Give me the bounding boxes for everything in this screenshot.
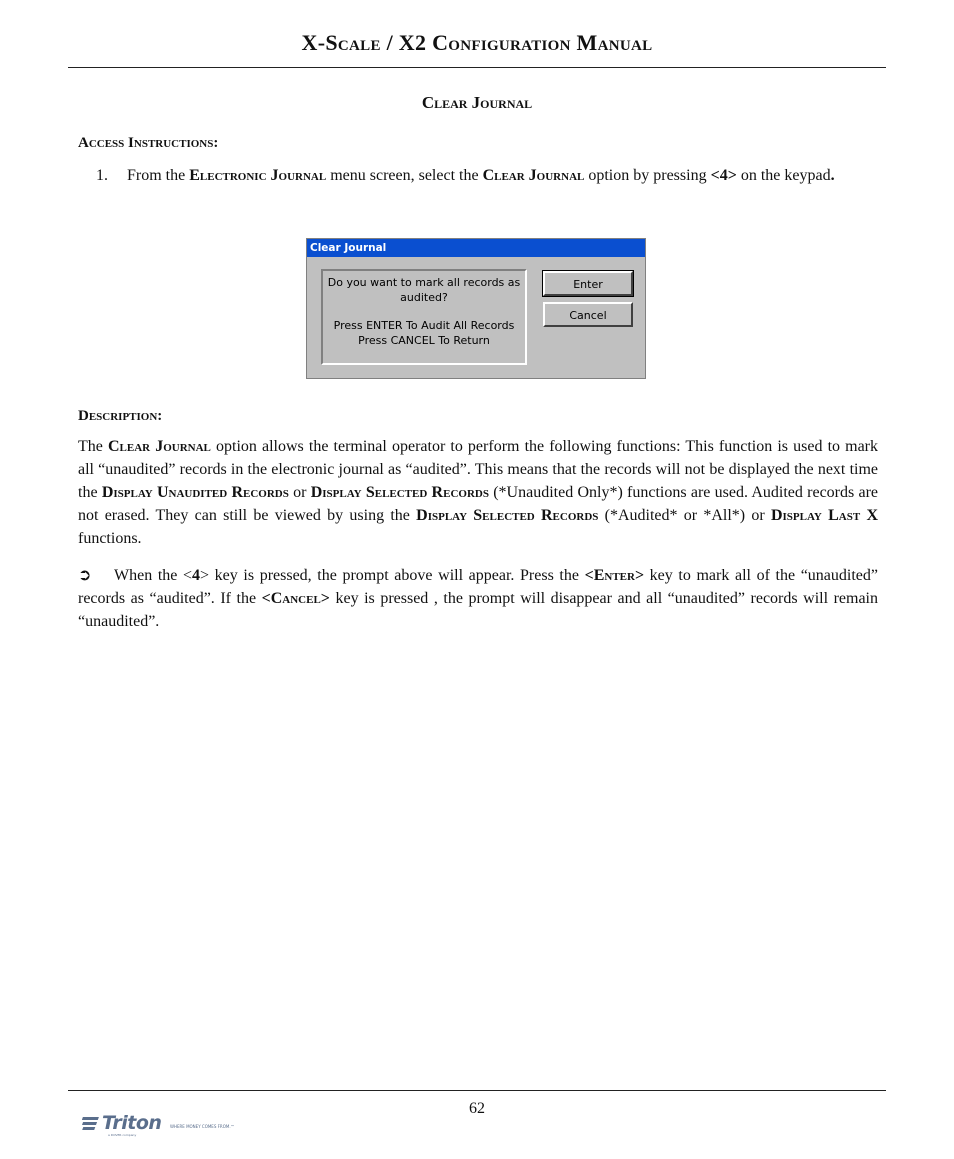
clear-journal-term: Clear Journal <box>482 167 585 184</box>
note-paragraph <box>78 563 878 633</box>
logo-brand: Triton <box>102 1112 162 1134</box>
note-text: > key is pressed, the prompt above will appear. Press the <box>200 567 585 584</box>
access-instructions-heading: Access Instructions: <box>78 135 219 151</box>
footer-rule <box>68 1090 886 1091</box>
display-last-term: Display Last <box>770 507 861 524</box>
display-selected-records-term: Display Selected Records <box>310 484 489 501</box>
dialog-message-line: Do you want to mark all records as <box>327 276 521 289</box>
note-text: When the < <box>114 567 193 584</box>
display-last-x-term: X <box>866 507 879 524</box>
display-unaudited-records-term: Display Unaudited Records <box>101 484 289 501</box>
step-text <box>127 164 878 187</box>
step-period: . <box>830 167 835 184</box>
enter-key-reference: <Enter> <box>584 567 645 584</box>
header-rule <box>68 67 886 68</box>
logo-subtext: a DOVER company <box>108 1133 137 1137</box>
step-text-part: option by pressing <box>584 167 711 184</box>
logo-tagline: WHERE MONEY COMES FROM.™ <box>170 1124 235 1129</box>
enter-button[interactable]: Enter <box>543 271 633 296</box>
step-text-part: menu screen, select the <box>326 167 483 184</box>
note-arrow-icon: ➲ <box>78 565 92 584</box>
triton-logo <box>82 1110 252 1140</box>
description-text: functions. <box>78 530 142 547</box>
description-text: option allows the terminal operator to perform the following functions: This function is used to mark all “unaudited” records in the electronic journal as “audited”. This means that the records will not be displayed the next time the <box>78 438 878 501</box>
cancel-button[interactable]: Cancel <box>543 302 633 327</box>
clear-journal-dialog <box>306 238 646 379</box>
dialog-message <box>321 269 527 365</box>
description-text: The <box>78 438 108 455</box>
dialog-message-line: Press CANCEL To Return <box>358 334 490 347</box>
cancel-key-reference: <Cancel> <box>261 590 330 607</box>
dialog-message-line: audited? <box>400 291 448 304</box>
dialog-message-line: Press ENTER To Audit All Records <box>333 319 515 332</box>
page-number: 62 <box>469 1100 485 1117</box>
electronic-journal-term: Electronic Journal <box>189 167 327 184</box>
dialog-titlebar: Clear Journal <box>307 239 645 257</box>
note-text: key is pressed , the prompt will disappear and all “unaudited” records will remain “unaudited”. <box>78 590 878 630</box>
logo-stripes-icon <box>82 1114 102 1134</box>
step-text-part: From the <box>127 167 190 184</box>
section-title: Clear Journal <box>421 93 533 112</box>
note-text: key to mark all of the “unaudited” records as “audited”. If the <box>78 567 879 607</box>
manual-title: X-Scale / X2 Configuration Manual <box>301 30 653 55</box>
clear-journal-term: Clear Journal <box>107 438 211 455</box>
display-selected-records-term: Display Selected Records <box>416 507 599 524</box>
description-heading: Description: <box>78 408 163 424</box>
step-text-part: on the keypad <box>736 167 831 184</box>
key-reference: <4> <box>710 167 737 184</box>
step-number: 1. <box>96 167 108 184</box>
key-reference: 4 <box>192 567 201 584</box>
message-spacer <box>323 305 525 318</box>
description-text: (*Audited* or *All*) or <box>598 507 771 524</box>
description-text: or <box>288 484 311 501</box>
description-text: (*Unaudited Only*) functions are used. Audited records are not erased. They can still be viewed by using the <box>78 484 879 524</box>
description-paragraph <box>78 435 878 550</box>
